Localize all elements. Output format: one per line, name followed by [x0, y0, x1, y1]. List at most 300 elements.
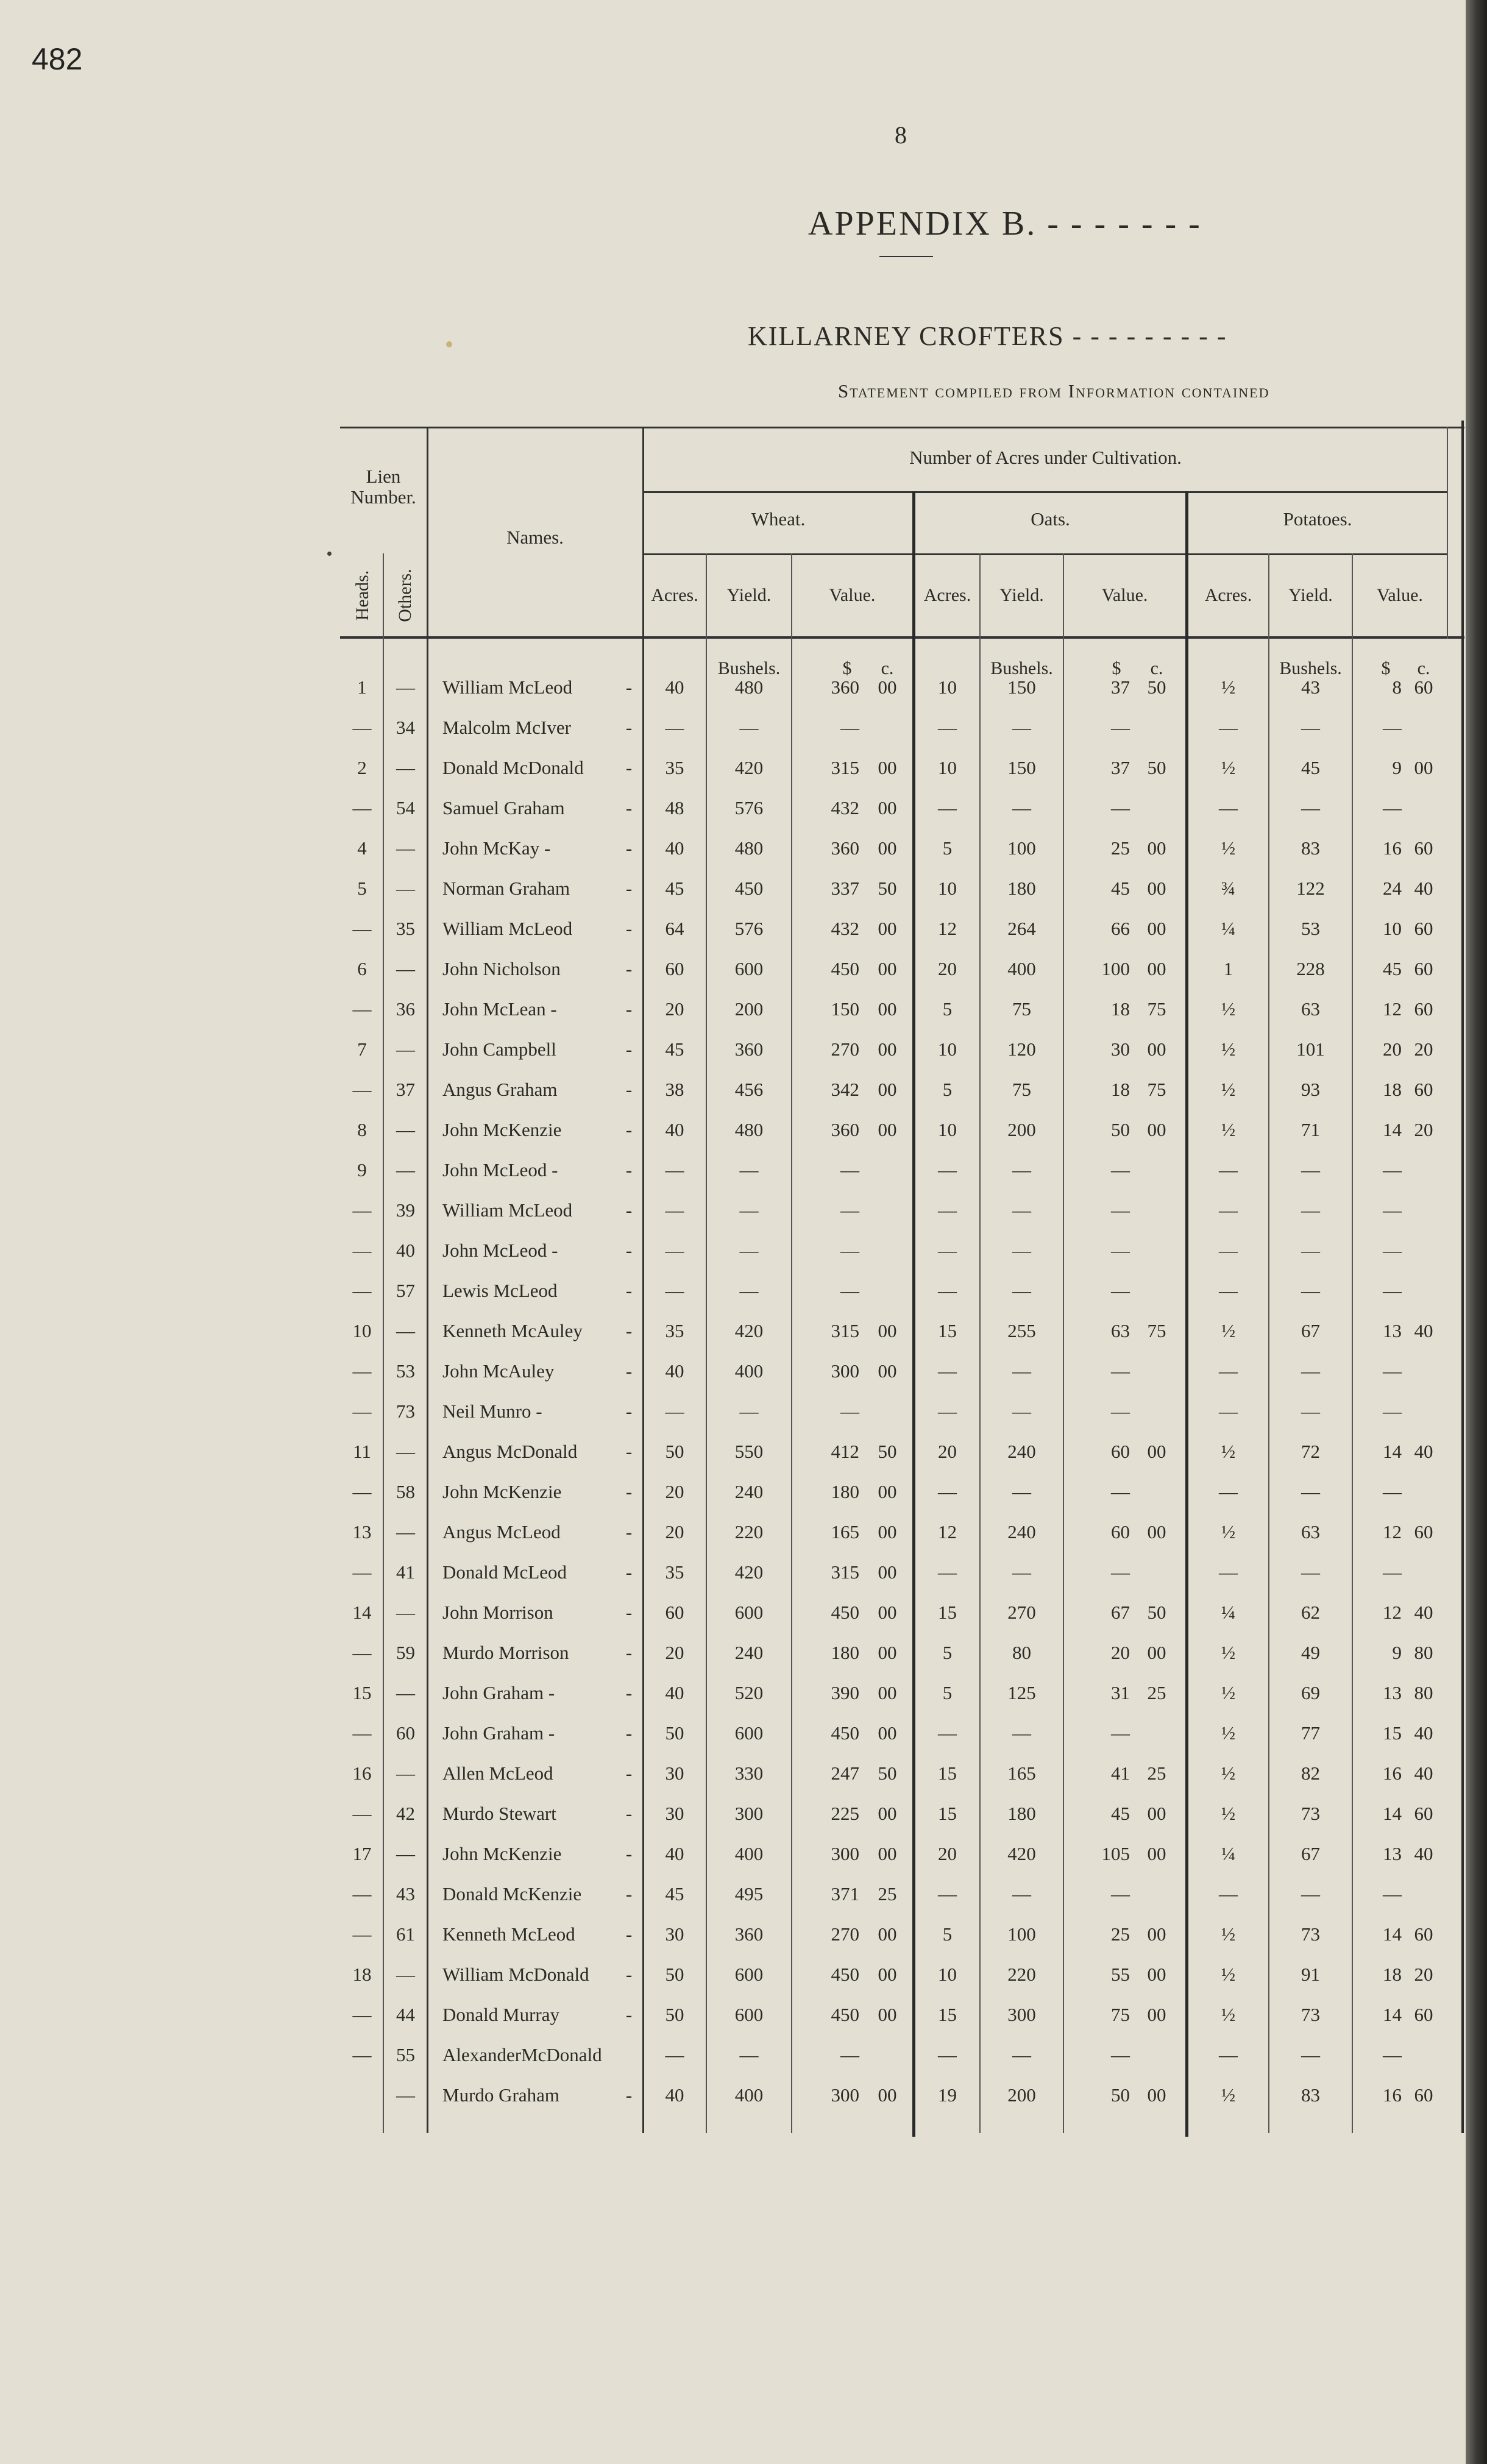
cell-oats-acres: 15 — [938, 1602, 957, 1623]
cell-wheat-value-cents: 50 — [878, 1441, 897, 1462]
cell-heads: — — [352, 1280, 372, 1301]
table-row — [0, 757, 1487, 781]
cell-potatoes-value-cents: 40 — [1414, 1602, 1433, 1623]
cell-potatoes-acres: — — [1219, 1240, 1238, 1261]
table-row — [0, 1401, 1487, 1425]
cell-wheat-value-cents: 00 — [878, 1561, 897, 1583]
cell-name-leader: - — [625, 958, 633, 979]
cell-others: — — [396, 676, 415, 698]
unit-oats-bushels: Bushels. — [990, 658, 1053, 678]
cell-name-leader: - — [625, 1843, 633, 1864]
cell-potatoes-value-dollars: 14 — [1383, 1119, 1402, 1140]
cell-wheat-yield: 576 — [734, 797, 764, 818]
cell-oats-acres: 20 — [938, 1843, 957, 1864]
cell-oats-acres: — — [938, 1280, 957, 1301]
table-row — [0, 2084, 1487, 2109]
cell-name: William McDonald — [442, 1964, 589, 1985]
cell-wheat-value-dollars: 450 — [831, 2004, 859, 2025]
table-row — [0, 1119, 1487, 1143]
cell-name-leader: - — [625, 1320, 633, 1341]
cell-name-leader: - — [625, 1240, 633, 1261]
cell-oats-yield: — — [1012, 2044, 1031, 2065]
cell-potatoes-value-cents: 60 — [1414, 958, 1433, 979]
header-oats-yield: Yield. — [999, 585, 1044, 605]
cell-name: Neil Munro - — [442, 1401, 542, 1422]
cell-wheat-value-cents: 00 — [878, 797, 897, 818]
cell-potatoes-value-cents: 60 — [1414, 1803, 1433, 1824]
cell-name: John Morrison — [442, 1602, 553, 1623]
cell-oats-yield: 240 — [1007, 1441, 1036, 1462]
cell-potatoes-acres: — — [1219, 1360, 1238, 1382]
cell-potatoes-value-dollars: 9 — [1392, 1642, 1402, 1663]
table-row — [0, 1763, 1487, 1787]
cell-wheat-acres: 50 — [665, 1441, 684, 1462]
table-row — [0, 717, 1487, 741]
cell-potatoes-acres: ½ — [1221, 1320, 1236, 1341]
cell-potatoes-acres: ½ — [1221, 1682, 1236, 1703]
cell-wheat-value-cents: 00 — [878, 1079, 897, 1100]
cell-others: — — [396, 2084, 415, 2106]
cell-name-leader: - — [625, 1642, 633, 1663]
cell-wheat-value-dollars: 360 — [831, 837, 859, 859]
cell-oats-yield: — — [1012, 1883, 1031, 1905]
cell-wheat-yield: 600 — [734, 1964, 764, 1985]
header-names: Names. — [506, 527, 564, 548]
cell-wheat-acres: — — [665, 1159, 684, 1181]
cell-wheat-acres: 45 — [665, 878, 684, 899]
cell-wheat-acres: 60 — [665, 1602, 684, 1623]
header-heads: Heads. — [352, 570, 372, 621]
cell-wheat-acres: 40 — [665, 837, 684, 859]
cell-wheat-acres: 50 — [665, 2004, 684, 2025]
cell-wheat-value-cents: 00 — [878, 1039, 897, 1060]
cell-wheat-value-cents: 00 — [878, 958, 897, 979]
cell-oats-acres: 10 — [938, 878, 957, 899]
header-wheat: Wheat. — [751, 508, 806, 530]
cell-others: 40 — [396, 1240, 415, 1261]
cell-wheat-yield: 480 — [734, 1119, 764, 1140]
cell-name: Donald McKenzie — [442, 1883, 582, 1905]
cell-potatoes-acres: ½ — [1221, 1763, 1236, 1784]
cell-oats-value-cents: 00 — [1147, 1642, 1166, 1663]
cell-others: — — [396, 837, 415, 859]
cell-potatoes-yield: — — [1301, 1159, 1320, 1181]
cell-wheat-yield: 240 — [734, 1642, 764, 1663]
cell-potatoes-value-cents: 40 — [1414, 1763, 1433, 1784]
cell-potatoes-yield: 72 — [1301, 1441, 1320, 1462]
cell-oats-value-cents: 75 — [1147, 998, 1166, 1020]
cell-potatoes-yield: — — [1301, 1481, 1320, 1502]
cell-oats-yield: 100 — [1007, 1923, 1036, 1945]
cell-name: Norman Graham — [442, 878, 570, 899]
cell-potatoes-value-dollars: — — [1383, 1199, 1402, 1221]
cell-oats-value-dollars: 45 — [1111, 878, 1130, 899]
cell-potatoes-value-dollars: 8 — [1392, 676, 1402, 698]
unit-wheat-bushels: Bushels. — [717, 658, 781, 678]
cell-name-leader: - — [625, 1441, 633, 1462]
cell-wheat-value-dollars: 450 — [831, 958, 859, 979]
cell-oats-acres: 10 — [938, 1119, 957, 1140]
cell-oats-yield: — — [1012, 797, 1031, 818]
cell-name-leader: - — [625, 1199, 633, 1221]
table-row — [0, 1199, 1487, 1224]
table-row — [0, 1843, 1487, 1867]
cell-others: — — [396, 1441, 415, 1462]
cell-name: Allen McLeod — [442, 1763, 553, 1784]
cell-heads: — — [352, 797, 372, 818]
appendix-title: APPENDIX B. - - - - - - - — [808, 205, 1202, 243]
cell-wheat-value-dollars: 270 — [831, 1923, 859, 1945]
cell-oats-acres: 10 — [938, 1039, 957, 1060]
cell-heads: — — [352, 1240, 372, 1261]
cell-name: Donald McDonald — [442, 757, 584, 778]
cell-oats-yield: 220 — [1007, 1964, 1036, 1985]
cell-name: William McLeod — [442, 918, 573, 939]
cell-oats-value-dollars: 41 — [1111, 1763, 1130, 1784]
cell-oats-yield: 240 — [1007, 1521, 1036, 1543]
cell-oats-yield: — — [1012, 1240, 1031, 1261]
header-wheat-acres: Acres. — [651, 585, 698, 605]
cell-potatoes-acres: — — [1219, 1883, 1238, 1905]
cell-wheat-value-dollars: 315 — [831, 1561, 859, 1583]
cell-oats-acres: 5 — [942, 1923, 953, 1945]
cell-others: 44 — [396, 2004, 415, 2025]
section-title: KILLARNEY CROFTERS - - - - - - - - - — [748, 321, 1227, 351]
cell-potatoes-acres: ½ — [1221, 676, 1236, 698]
cell-oats-value-dollars: 37 — [1111, 676, 1130, 698]
cell-others: 60 — [396, 1722, 415, 1744]
cell-name: Kenneth McLeod — [442, 1923, 575, 1945]
cell-wheat-yield: — — [739, 1199, 759, 1221]
cell-heads: — — [352, 717, 372, 738]
cell-heads: — — [352, 2044, 372, 2065]
cell-oats-acres: — — [938, 717, 957, 738]
cell-name: John Graham - — [442, 1682, 555, 1703]
unit-potatoes-cents: c. — [1417, 658, 1430, 678]
cell-oats-yield: 180 — [1007, 1803, 1036, 1824]
cell-name-leader: - — [625, 1561, 633, 1583]
cell-potatoes-value-cents: 80 — [1414, 1682, 1433, 1703]
cell-wheat-acres: 30 — [665, 1803, 684, 1824]
cell-wheat-value-dollars: — — [840, 1401, 859, 1422]
cell-potatoes-value-cents: 00 — [1414, 757, 1433, 778]
cell-potatoes-acres: — — [1219, 1159, 1238, 1181]
cell-wheat-value-dollars: 270 — [831, 1039, 859, 1060]
cell-potatoes-acres: ½ — [1221, 1923, 1236, 1945]
cell-wheat-yield: 576 — [734, 918, 764, 939]
cell-name: John McKenzie — [442, 1481, 562, 1502]
cell-heads: 14 — [352, 1602, 372, 1623]
cell-oats-yield: 150 — [1007, 676, 1036, 698]
cell-wheat-acres: 64 — [665, 918, 684, 939]
cell-oats-value-dollars: — — [1111, 797, 1130, 818]
cell-potatoes-yield: 71 — [1301, 1119, 1320, 1140]
cell-oats-acres: 15 — [938, 1763, 957, 1784]
cell-oats-yield: 200 — [1007, 1119, 1036, 1140]
cell-oats-acres: 10 — [938, 1964, 957, 1985]
cell-wheat-yield: 300 — [734, 1803, 764, 1824]
cell-wheat-value-dollars: 150 — [831, 998, 859, 1020]
cell-name: Angus Graham — [442, 1079, 558, 1100]
cell-potatoes-acres: — — [1219, 1280, 1238, 1301]
cell-potatoes-yield: 91 — [1301, 1964, 1320, 1985]
cell-wheat-value-cents: 00 — [878, 2084, 897, 2106]
cell-name-leader: - — [625, 998, 633, 1020]
cell-oats-value-dollars: 31 — [1111, 1682, 1130, 1703]
cell-others: — — [396, 1119, 415, 1140]
cell-potatoes-yield: 83 — [1301, 837, 1320, 859]
cell-oats-value-dollars: 25 — [1111, 1923, 1130, 1945]
table-row — [0, 998, 1487, 1023]
cell-wheat-value-cents: 00 — [878, 1360, 897, 1382]
cell-wheat-value-dollars: 342 — [831, 1079, 859, 1100]
cell-name-leader: - — [625, 676, 633, 698]
ink-dot — [327, 552, 332, 556]
cell-wheat-value-cents: 00 — [878, 1119, 897, 1140]
cell-potatoes-value-cents: 60 — [1414, 1521, 1433, 1543]
cell-name: Angus McLeod — [442, 1521, 561, 1543]
cell-potatoes-value-dollars: — — [1383, 1481, 1402, 1502]
cell-potatoes-value-cents: 40 — [1414, 878, 1433, 899]
cell-heads: — — [352, 1481, 372, 1502]
cell-heads: — — [352, 1722, 372, 1744]
cell-wheat-yield: 420 — [734, 1561, 764, 1583]
cell-oats-yield: 75 — [1012, 1079, 1031, 1100]
cell-oats-acres: — — [938, 1722, 957, 1744]
cell-wheat-value-dollars: 432 — [831, 918, 859, 939]
cell-potatoes-acres: ½ — [1221, 1642, 1236, 1663]
cell-name: John McKay - — [442, 837, 551, 859]
cell-wheat-acres: — — [665, 717, 684, 738]
cell-wheat-yield: — — [739, 1240, 759, 1261]
cell-wheat-value-cents: 00 — [878, 757, 897, 778]
cell-wheat-yield: 200 — [734, 998, 764, 1020]
cell-oats-value-dollars: — — [1111, 1481, 1130, 1502]
cell-wheat-value-dollars: 225 — [831, 1803, 859, 1824]
cell-name: John McKenzie — [442, 1843, 562, 1864]
cell-name: William McLeod — [442, 1199, 573, 1221]
cell-oats-value-dollars: 55 — [1111, 1964, 1130, 1985]
cell-oats-acres: — — [938, 1360, 957, 1382]
cell-wheat-value-dollars: 247 — [831, 1763, 859, 1784]
cell-potatoes-value-cents: 20 — [1414, 1119, 1433, 1140]
cell-wheat-acres: 50 — [665, 1964, 684, 1985]
unit-potatoes-dollars: $ — [1381, 658, 1391, 678]
cell-heads: — — [352, 1360, 372, 1382]
cell-oats-acres: 20 — [938, 958, 957, 979]
cell-potatoes-value-dollars: 14 — [1383, 2004, 1402, 2025]
paper-blemish — [446, 341, 452, 347]
cell-others: — — [396, 1843, 415, 1864]
cell-oats-value-dollars: 66 — [1111, 918, 1130, 939]
cell-potatoes-value-dollars: 20 — [1383, 1039, 1402, 1060]
cell-oats-value-cents: 00 — [1147, 878, 1166, 899]
cell-potatoes-yield: 49 — [1301, 1642, 1320, 1663]
cell-oats-value-dollars: 25 — [1111, 837, 1130, 859]
cell-wheat-acres: — — [665, 1401, 684, 1422]
cell-name-leader: - — [625, 1119, 633, 1140]
table-row — [0, 1481, 1487, 1505]
cell-potatoes-acres: — — [1219, 2044, 1238, 2065]
cell-wheat-acres: 40 — [665, 1843, 684, 1864]
cell-potatoes-value-dollars: — — [1383, 1240, 1402, 1261]
cell-wheat-acres: 20 — [665, 1642, 684, 1663]
cell-others: 43 — [396, 1883, 415, 1905]
table-row — [0, 1923, 1487, 1948]
cell-oats-acres: — — [938, 1561, 957, 1583]
cell-wheat-value-dollars: — — [840, 1199, 859, 1221]
cell-oats-acres: — — [938, 2044, 957, 2065]
cell-oats-acres: — — [938, 1240, 957, 1261]
cell-name: Murdo Stewart — [442, 1803, 556, 1824]
cell-wheat-value-dollars: — — [840, 1159, 859, 1181]
cell-wheat-acres: 30 — [665, 1763, 684, 1784]
cell-oats-value-cents: 00 — [1147, 2084, 1166, 2106]
cell-heads: 18 — [352, 1964, 372, 1985]
cell-potatoes-yield: 122 — [1296, 878, 1325, 899]
cell-wheat-yield: 480 — [734, 837, 764, 859]
cell-potatoes-value-dollars: 24 — [1383, 878, 1402, 899]
cell-wheat-yield: 240 — [734, 1481, 764, 1502]
cell-oats-acres: — — [938, 1401, 957, 1422]
header-acres-under-cultivation: Number of Acres under Cultivation. — [909, 447, 1182, 468]
cell-name: Murdo Graham — [442, 2084, 559, 2106]
page-number: 482 — [32, 42, 83, 76]
cell-potatoes-yield: 101 — [1296, 1039, 1325, 1060]
cell-wheat-value-dollars: 360 — [831, 676, 859, 698]
cell-potatoes-value-cents: 20 — [1414, 1964, 1433, 1985]
cell-potatoes-value-dollars: 45 — [1383, 958, 1402, 979]
cell-potatoes-yield: — — [1301, 1883, 1320, 1905]
cell-wheat-yield: 550 — [734, 1441, 764, 1462]
cell-potatoes-acres: ½ — [1221, 2004, 1236, 2025]
cell-oats-acres: 5 — [942, 1682, 953, 1703]
cell-wheat-value-cents: 00 — [878, 1682, 897, 1703]
cell-name: Malcolm McIver — [442, 717, 571, 738]
cell-oats-yield: 180 — [1007, 878, 1036, 899]
cell-oats-yield: 400 — [1007, 958, 1036, 979]
cell-wheat-value-cents: 50 — [878, 878, 897, 899]
cell-name-leader: - — [625, 2004, 633, 2025]
cell-potatoes-acres: — — [1219, 1561, 1238, 1583]
cell-heads: 8 — [357, 1119, 367, 1140]
cell-potatoes-yield: 63 — [1301, 998, 1320, 1020]
cell-potatoes-yield: 93 — [1301, 1079, 1320, 1100]
cell-oats-value-dollars: 50 — [1111, 2084, 1130, 2106]
cell-potatoes-value-dollars: 18 — [1383, 1964, 1402, 1985]
cell-potatoes-yield: 228 — [1296, 958, 1325, 979]
cell-potatoes-value-cents: 60 — [1414, 1923, 1433, 1945]
cell-heads: — — [352, 918, 372, 939]
cell-potatoes-value-cents: 60 — [1414, 1079, 1433, 1100]
cell-wheat-acres: 20 — [665, 998, 684, 1020]
cell-oats-yield: 100 — [1007, 837, 1036, 859]
cell-potatoes-value-dollars: 18 — [1383, 1079, 1402, 1100]
cell-potatoes-acres: ¼ — [1221, 1602, 1236, 1623]
cell-potatoes-acres: — — [1219, 1199, 1238, 1221]
cell-name-leader: - — [625, 1159, 633, 1181]
cell-others: 57 — [396, 1280, 415, 1301]
cell-potatoes-value-dollars: — — [1383, 1360, 1402, 1382]
cell-wheat-value-cents: 00 — [878, 2004, 897, 2025]
cell-oats-yield: 255 — [1007, 1320, 1036, 1341]
table-row — [0, 1803, 1487, 1827]
cell-others: 58 — [396, 1481, 415, 1502]
cell-potatoes-value-dollars: 14 — [1383, 1441, 1402, 1462]
table-row — [0, 878, 1487, 902]
cell-wheat-value-dollars: 180 — [831, 1481, 859, 1502]
cell-potatoes-value-cents: 20 — [1414, 1039, 1433, 1060]
cell-wheat-acres: 40 — [665, 1682, 684, 1703]
cell-oats-value-cents: 00 — [1147, 1843, 1166, 1864]
cell-potatoes-acres: — — [1219, 1481, 1238, 1502]
cell-name-leader: - — [625, 1803, 633, 1824]
cell-oats-value-dollars: — — [1111, 1360, 1130, 1382]
cell-potatoes-acres: ½ — [1221, 1079, 1236, 1100]
cell-oats-value-cents: 00 — [1147, 1803, 1166, 1824]
cell-heads: — — [352, 1079, 372, 1100]
cell-wheat-yield: 420 — [734, 1320, 764, 1341]
cell-oats-value-cents: 25 — [1147, 1763, 1166, 1784]
table-row — [0, 1320, 1487, 1344]
cell-heads: — — [352, 2004, 372, 2025]
cell-wheat-value-dollars: — — [840, 2044, 859, 2065]
cell-name-leader: - — [625, 1602, 633, 1623]
cell-potatoes-yield: 77 — [1301, 1722, 1320, 1744]
cell-heads: 16 — [352, 1763, 372, 1784]
cell-heads: 5 — [357, 878, 367, 899]
cell-wheat-acres: 35 — [665, 1561, 684, 1583]
cell-wheat-value-cents: 00 — [878, 1843, 897, 1864]
cell-potatoes-yield: 69 — [1301, 1682, 1320, 1703]
cell-potatoes-acres: ½ — [1221, 2084, 1236, 2106]
cell-heads: 4 — [357, 837, 367, 859]
cell-oats-yield: 270 — [1007, 1602, 1036, 1623]
cell-potatoes-yield: — — [1301, 717, 1320, 738]
cell-oats-yield: — — [1012, 1722, 1031, 1744]
cell-oats-value-dollars: — — [1111, 1883, 1130, 1905]
cell-potatoes-value-dollars: — — [1383, 2044, 1402, 2065]
cell-wheat-acres: 50 — [665, 1722, 684, 1744]
cell-others: 61 — [396, 1923, 415, 1945]
cell-oats-value-cents: 00 — [1147, 837, 1166, 859]
cell-potatoes-acres: — — [1219, 797, 1238, 818]
cell-oats-yield: 165 — [1007, 1763, 1036, 1784]
cell-others: 54 — [396, 797, 415, 818]
cell-wheat-yield: — — [739, 1159, 759, 1181]
cell-oats-yield: 120 — [1007, 1039, 1036, 1060]
cell-wheat-value-dollars: — — [840, 1240, 859, 1261]
cell-potatoes-yield: — — [1301, 1199, 1320, 1221]
cell-potatoes-yield: 73 — [1301, 1923, 1320, 1945]
cell-potatoes-acres: ½ — [1221, 1803, 1236, 1824]
cell-oats-value-cents: 75 — [1147, 1320, 1166, 1341]
cell-wheat-acres: 38 — [665, 1079, 684, 1100]
cell-wheat-value-cents: 00 — [878, 1803, 897, 1824]
cell-oats-value-dollars: — — [1111, 1199, 1130, 1221]
cell-potatoes-yield: 43 — [1301, 676, 1320, 698]
cell-wheat-yield: 420 — [734, 757, 764, 778]
cell-potatoes-acres: ½ — [1221, 1722, 1236, 1744]
cell-potatoes-value-dollars: — — [1383, 1280, 1402, 1301]
header-lien-number: Lien Number. — [350, 466, 416, 508]
cell-wheat-yield: 480 — [734, 676, 764, 698]
table-row — [0, 1602, 1487, 1626]
cell-wheat-acres: 35 — [665, 757, 684, 778]
cell-oats-acres: 5 — [942, 1642, 953, 1663]
cell-potatoes-value-dollars: — — [1383, 1401, 1402, 1422]
cell-wheat-acres: 40 — [665, 2084, 684, 2106]
